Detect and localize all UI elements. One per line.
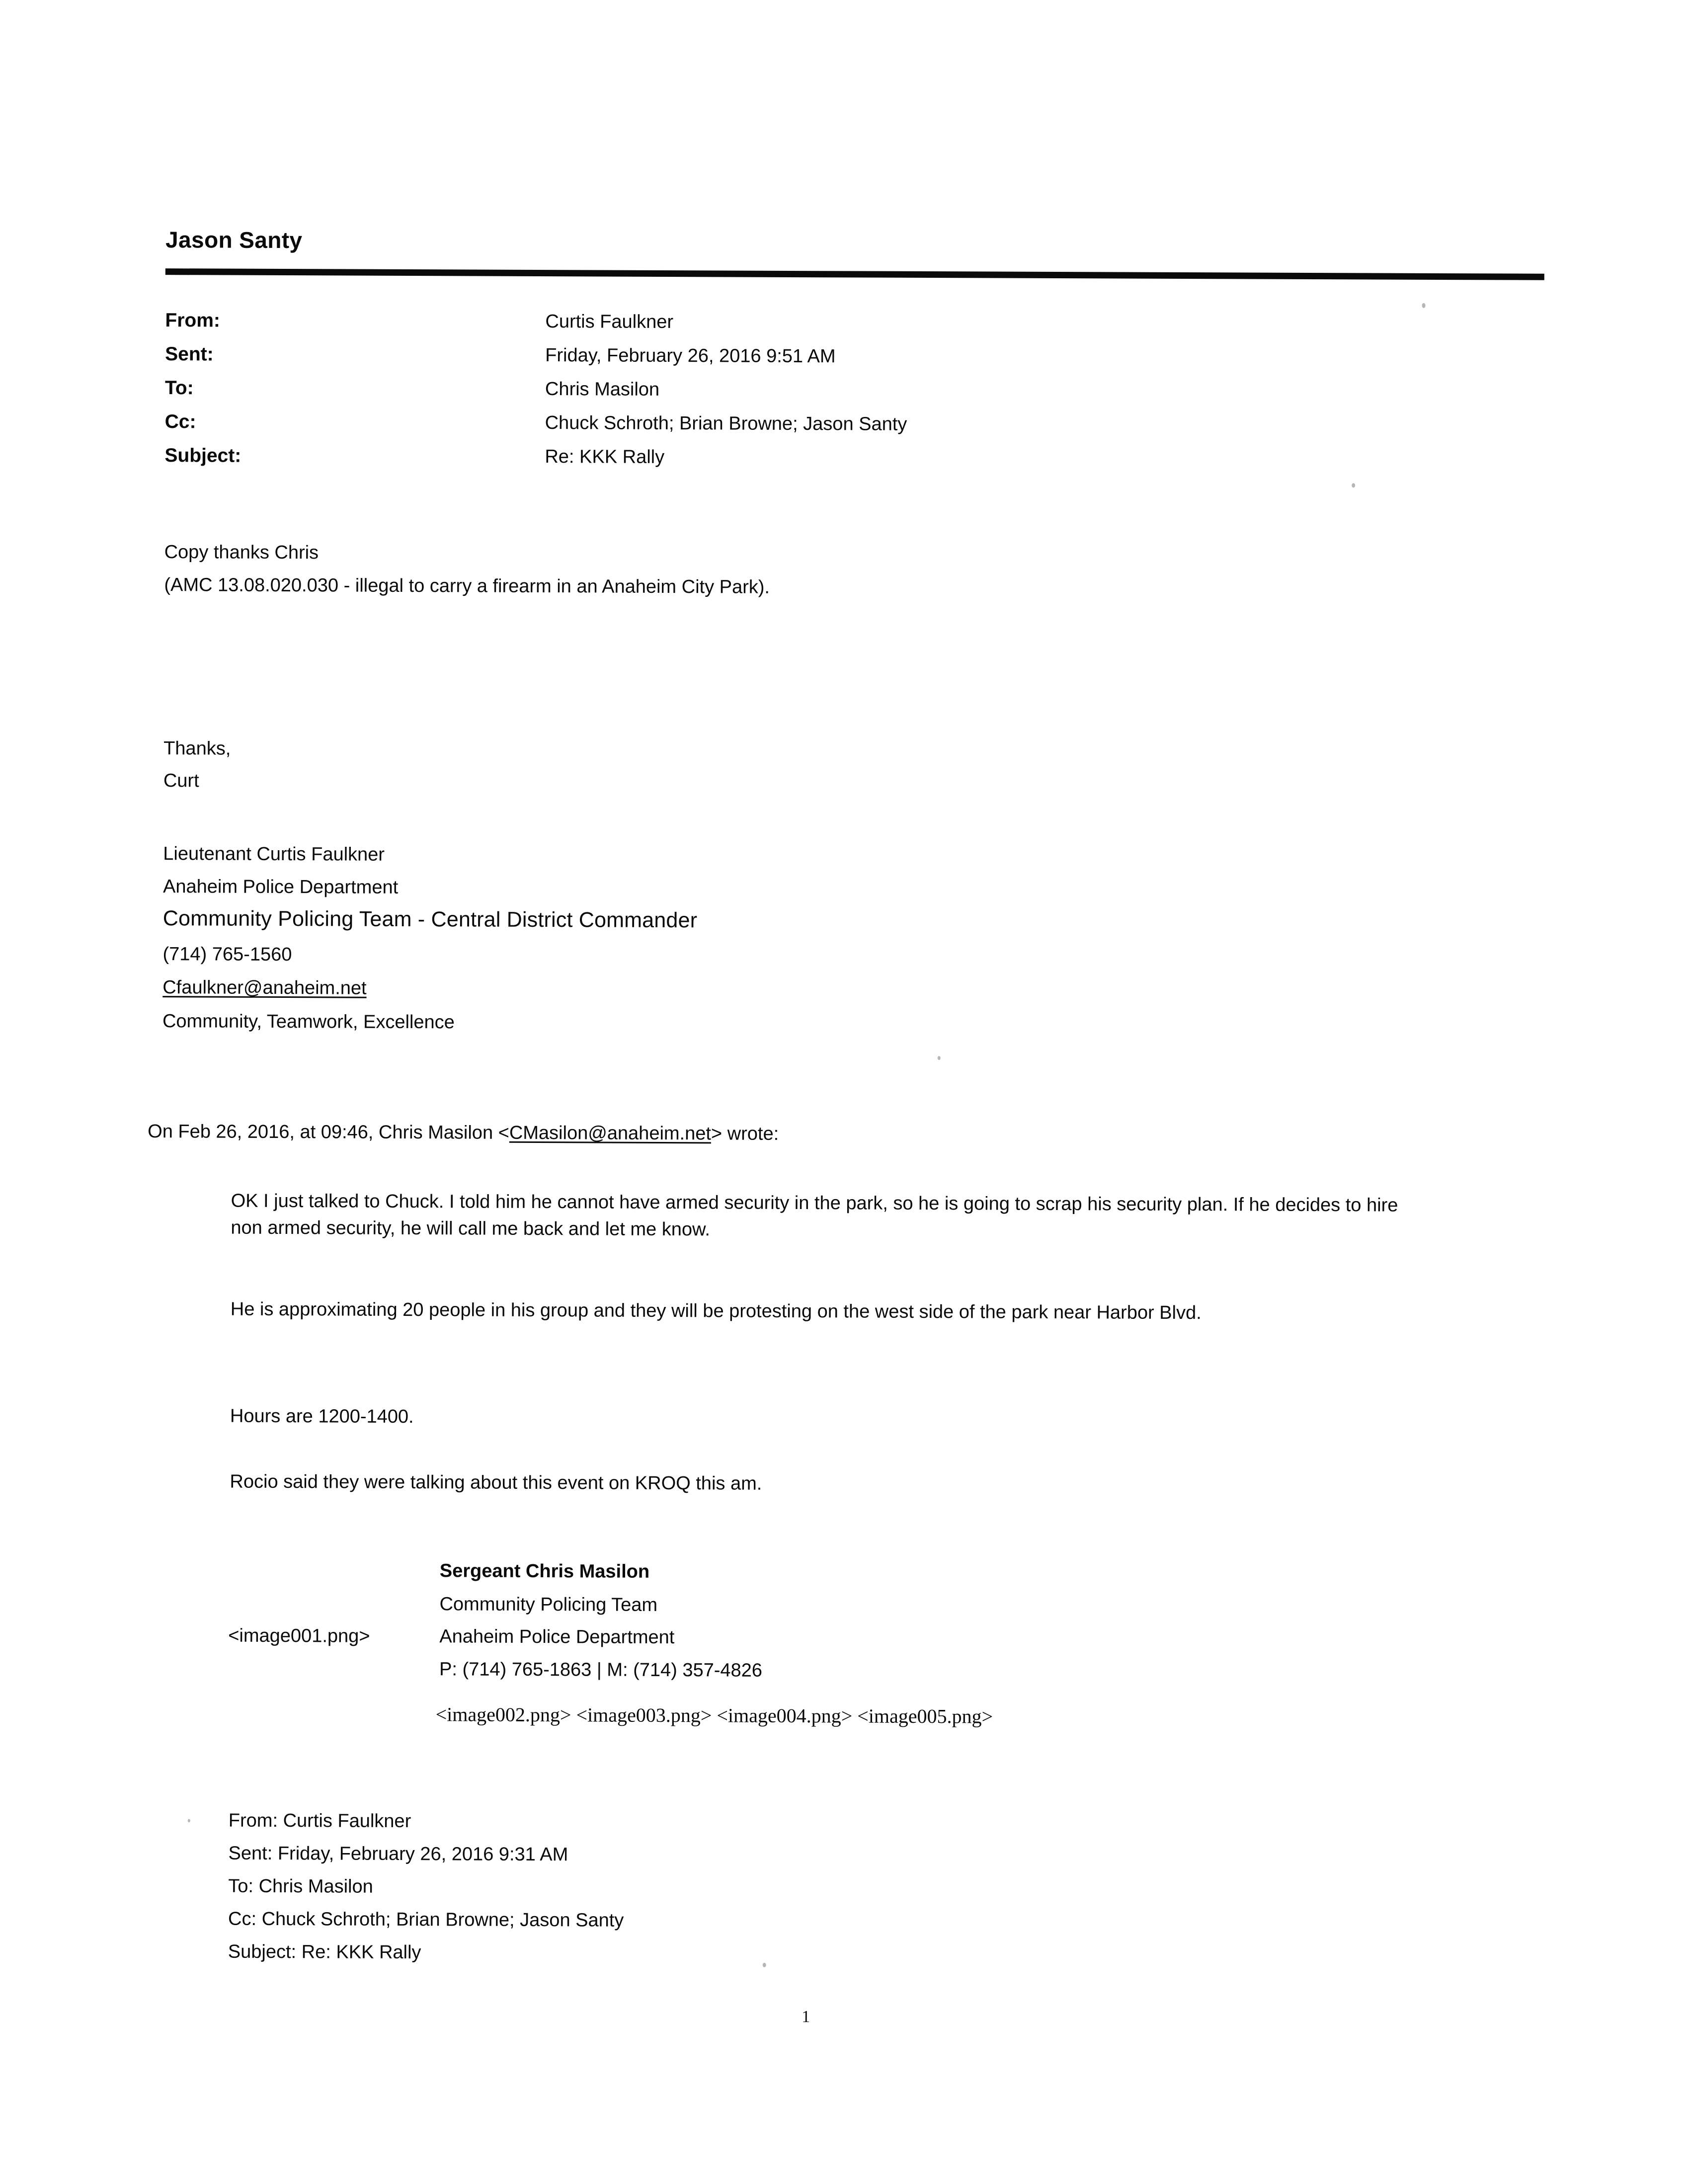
header-divider: [165, 268, 1544, 280]
body-line-amc-code: (AMC 13.08.020.030 - illegal to carry a firearm in an Anaheim City Park).: [164, 574, 770, 598]
signature-masilon-phone-separator: | M:: [596, 1659, 628, 1681]
forwarded-row-sent: [229, 1844, 568, 1864]
field-label-subject: Subject:: [164, 445, 241, 467]
field-row-subject: [164, 445, 1357, 483]
quote-paragraph-3: Hours are 1200-1400.: [230, 1405, 414, 1428]
forwarded-value-cc: Chuck Schroth; Brian Browne; Jason Santy: [261, 1908, 624, 1931]
forwarded-row-subject: [228, 1942, 421, 1962]
quote-paragraph-1: OK I just talked to Chuck. I told him he cannot have armed security in the park, so he is going to scrap his security plan. If he decides to hire non armed security, he will call me back and let me know.: [231, 1190, 1398, 1240]
scan-speck: [188, 1819, 190, 1822]
forwarded-label-subject: Subject:: [228, 1941, 297, 1963]
signature-faulkner-name: Lieutenant Curtis Faulkner: [163, 843, 385, 865]
signature-masilon-team: Community Policing Team: [439, 1594, 658, 1616]
signature-masilon-name: Sergeant Chris Masilon: [439, 1560, 650, 1582]
quote-attribution-suffix: > wrote:: [711, 1123, 779, 1144]
scan-speck: [763, 1963, 766, 1967]
forwarded-row-cc: [228, 1910, 624, 1930]
forwarded-spacer-from: [278, 1810, 283, 1831]
closing-name: Curt: [163, 770, 199, 792]
forwarded-row-to: [228, 1877, 373, 1896]
body-line-copy-thanks: Copy thanks Chris: [164, 542, 319, 564]
scan-speck: [1352, 483, 1355, 487]
page-number: 1: [802, 2008, 810, 2026]
field-value-to: Chris Masilon: [545, 379, 660, 400]
field-label-from: From:: [165, 310, 221, 331]
forwarded-value-to: Chris Masilon: [258, 1875, 373, 1897]
image-placeholders-row: <image002.png> <image003.png> <image004.png> <image005.png>: [435, 1703, 993, 1728]
forwarded-spacer-sent: [272, 1843, 278, 1864]
quote-paragraph-2: He is approximating 20 people in his group and they will be protesting on the west side of the park near Harbor Blvd.: [230, 1298, 1202, 1324]
forwarded-value-from: Curtis Faulkner: [283, 1810, 411, 1832]
signature-masilon-mobile-rest: (714) 357-4826: [628, 1659, 763, 1681]
image001-placeholder: <image001.png>: [228, 1625, 370, 1647]
signature-faulkner-email[interactable]: Cfaulkner@anaheim.net: [162, 977, 367, 999]
signature-masilon-phone-rest: (714) 765-1863: [457, 1659, 597, 1681]
quote-paragraph-4: Rocio said they were talking about this event on KROQ this am.: [230, 1471, 762, 1494]
signature-faulkner-motto: Community, Teamwork, Excellence: [162, 1011, 455, 1033]
page-title: Jason Santy: [165, 227, 303, 253]
field-label-cc: Cc:: [164, 411, 196, 433]
signature-faulkner-title: Community Policing Team - Central District Commander: [162, 906, 698, 933]
closing-thanks: Thanks,: [163, 738, 231, 759]
forwarded-row-from: [229, 1811, 411, 1831]
forwarded-spacer-cc: [256, 1909, 262, 1930]
signature-faulkner-phone: (714) 765-1560: [162, 944, 292, 966]
field-value-subject: Re: KKK Rally: [545, 446, 665, 468]
quote-attribution-line: [148, 1122, 779, 1143]
forwarded-spacer-subject: [296, 1941, 302, 1962]
field-row-sent: [165, 343, 1358, 382]
signature-faulkner-department: Anaheim Police Department: [162, 876, 399, 898]
field-value-cc: Chuck Schroth; Brian Browne; Jason Santy: [545, 412, 907, 435]
forwarded-label-cc: Cc:: [228, 1908, 257, 1930]
forwarded-spacer-to: [253, 1876, 259, 1897]
signature-masilon-phone-prefix: P:: [439, 1659, 458, 1680]
field-row-cc: [164, 411, 1357, 449]
forwarded-label-from: From:: [228, 1810, 278, 1832]
forwarded-label-sent: Sent:: [228, 1843, 273, 1864]
forwarded-value-subject: Re: KKK Rally: [301, 1941, 421, 1963]
field-label-sent: Sent:: [165, 343, 214, 365]
field-row-from: [165, 310, 1358, 348]
scan-speck: [1422, 303, 1426, 308]
email-header-fields: [164, 310, 1358, 483]
signature-masilon-department: Anaheim Police Department: [439, 1626, 675, 1648]
quote-attribution-prefix: On Feb 26, 2016, at 09:46, Chris Masilon <: [148, 1121, 509, 1143]
field-value-sent: Friday, February 26, 2016 9:51 AM: [545, 345, 836, 367]
forwarded-value-sent: Friday, February 26, 2016 9:31 AM: [277, 1843, 568, 1865]
field-value-from: Curtis Faulkner: [545, 311, 674, 333]
forwarded-label-to: To:: [228, 1875, 254, 1897]
signature-masilon-phones: [439, 1660, 762, 1680]
field-row-to: [165, 377, 1358, 415]
quote-attribution-email[interactable]: CMasilon@anaheim.net: [509, 1122, 712, 1144]
field-label-to: To:: [164, 377, 194, 399]
scan-speck: [938, 1056, 941, 1060]
